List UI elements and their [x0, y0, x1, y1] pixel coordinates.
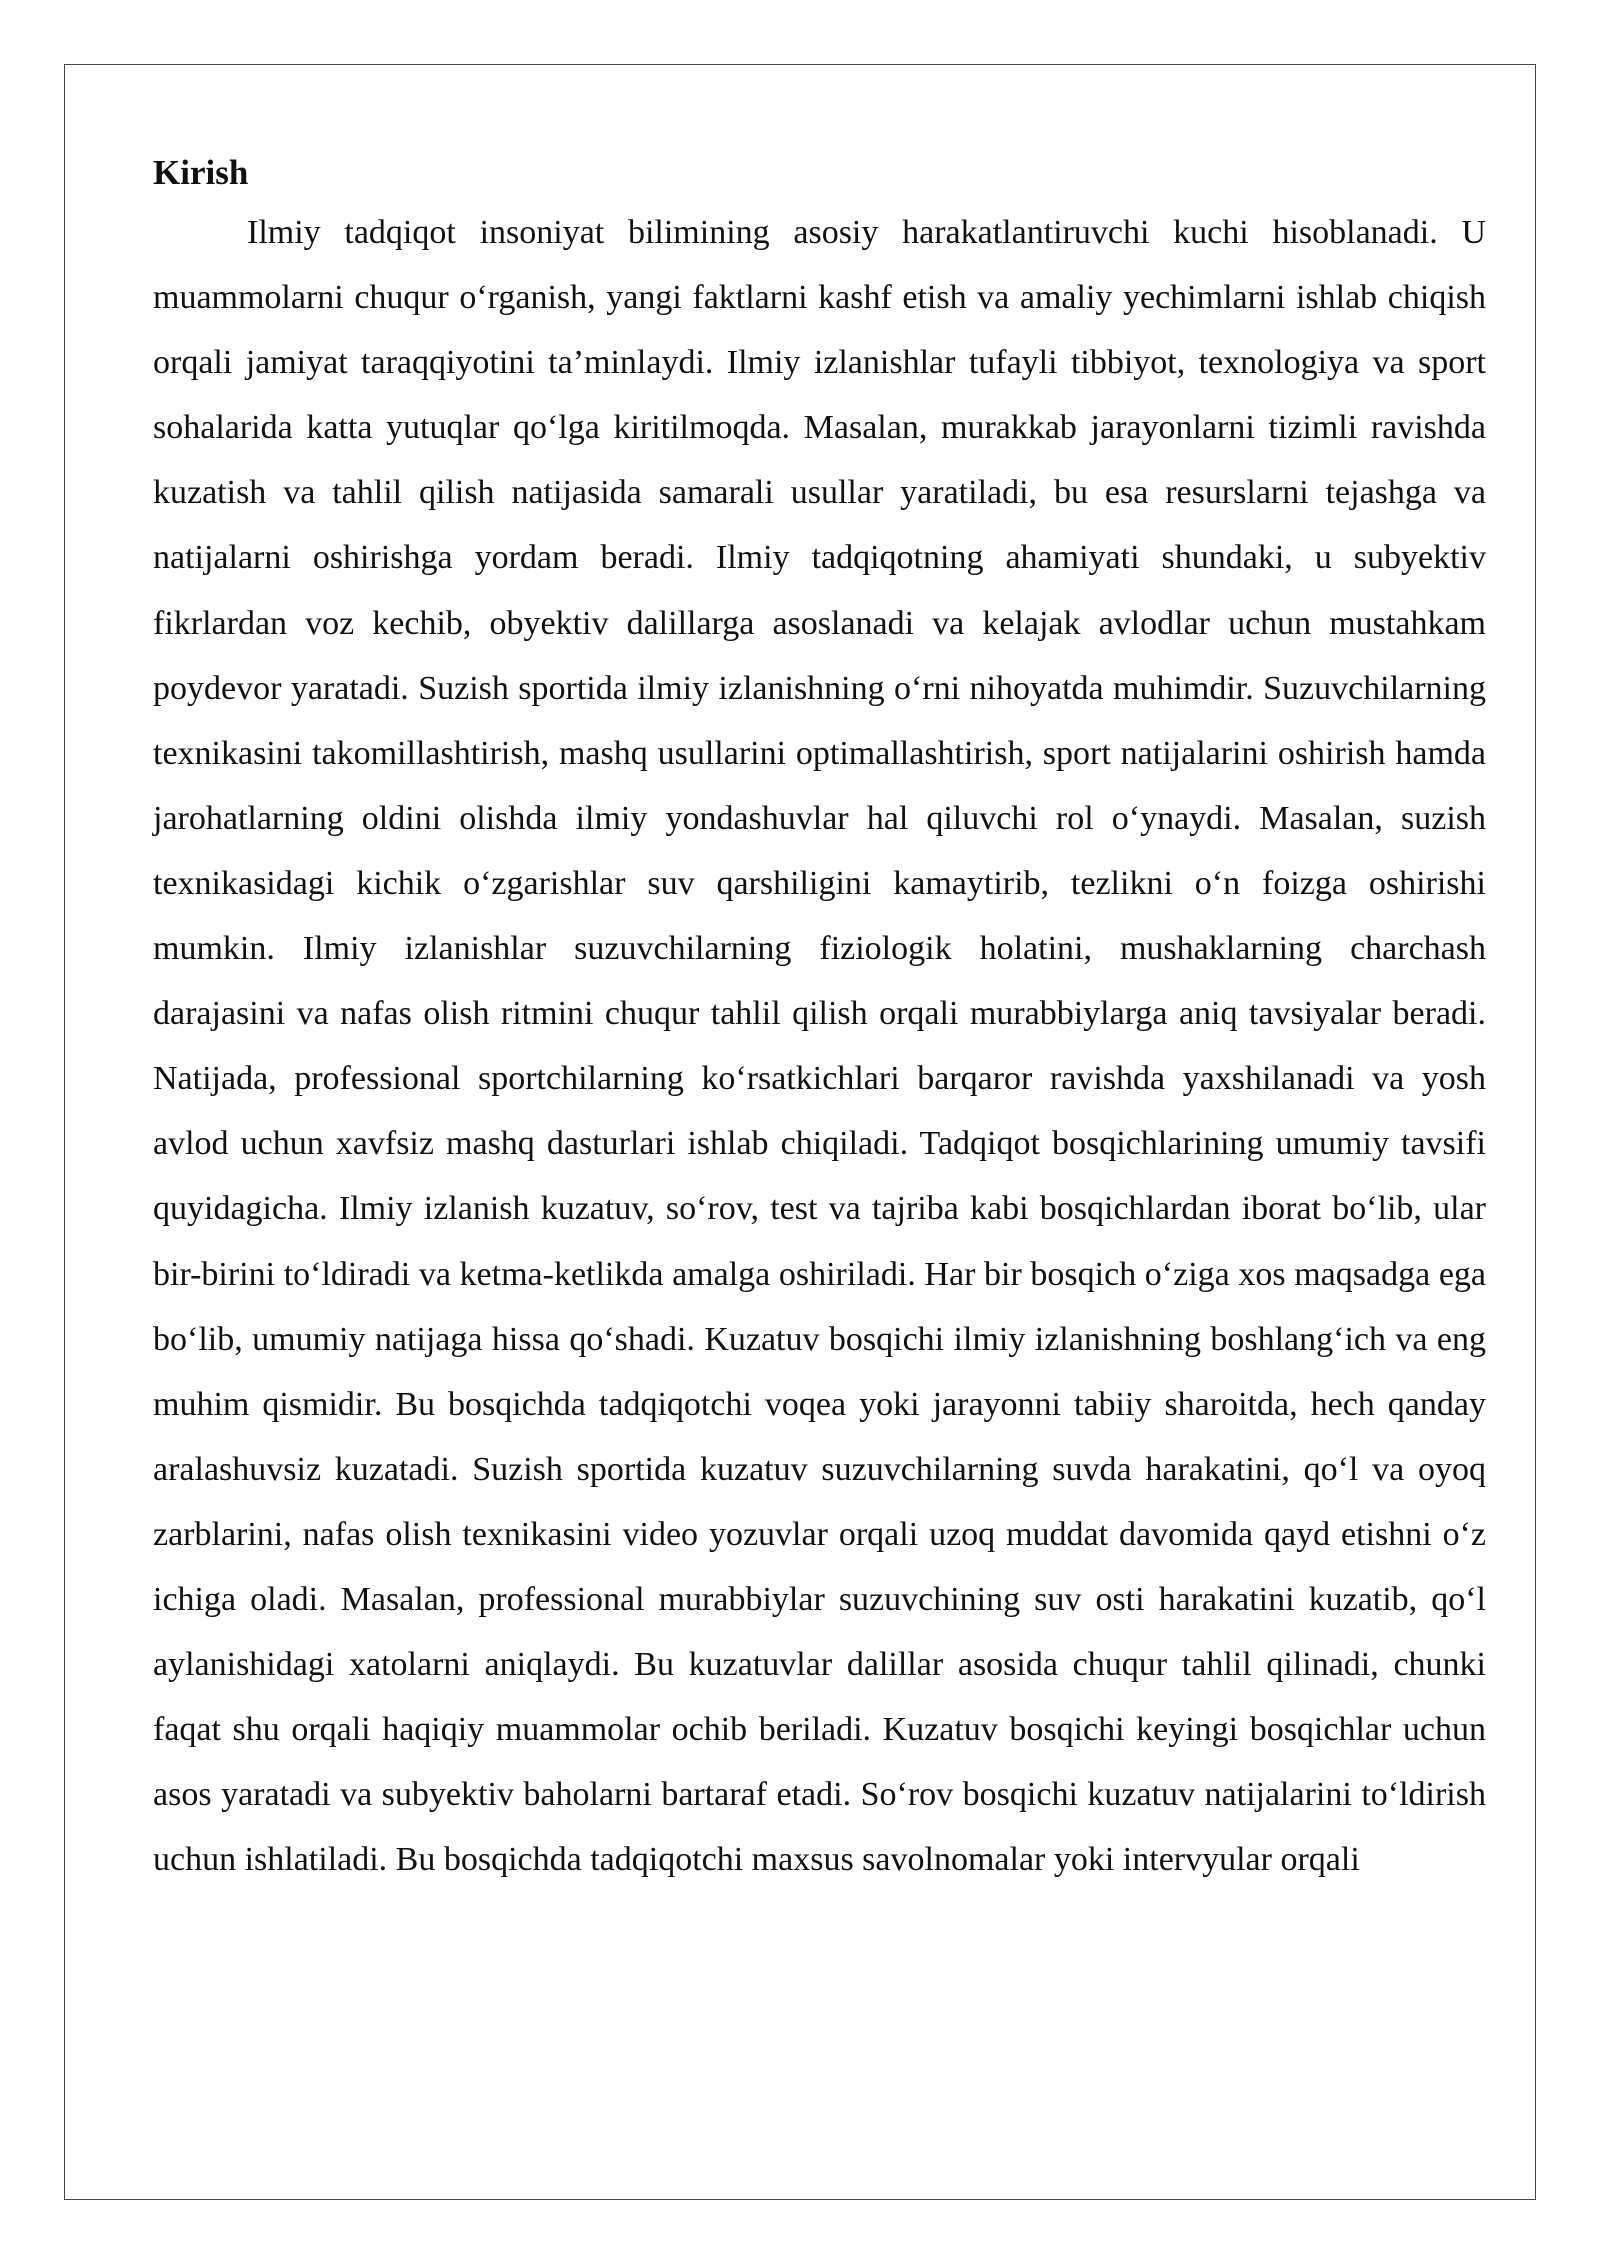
document-body	[153, 146, 1486, 1892]
body-paragraph: Ilmiy tadqiqot insoniyat bilimining asosiy harakatlantiruvchi kuchi hisoblanadi. U muammolarni chuqur o‘rganish, yangi faktlarni kashf etish va amaliy yechimlarni ishlab chiqish orqali jamiyat taraqqiyotini ta’minlaydi. Ilmiy izlanishlar tufayli tibbiyot, texnologiya va sport sohalarida katta yutuqlar qo‘lga kiritilmoqda. Masalan, murakkab jarayonlarni tizimli ravishda kuzatish va tahlil qilish natijasida samarali usullar yaratiladi, bu esa resurslarni tejashga va natijalarni oshirishga yordam beradi. Ilmiy tadqiqotning ahamiyati shundaki, u subyektiv fikrlardan voz kechib, obyektiv dalillarga asoslanadi va kelajak avlodlar uchun mustahkam poydevor yaratadi. Suzish sportida ilmiy izlanishning o‘rni nihoyatda muhimdir. Suzuvchilarning texnikasini takomillashtirish, mashq usullarini optimallashtirish, sport natijalarini oshirish hamda jarohatlarning oldini olishda ilmiy yondashuvlar hal qiluvchi rol o‘ynaydi. Masalan, suzish texnikasidagi kichik o‘zgarishlar suv qarshiligini kamaytirib, tezlikni o‘n foizga oshirishi mumkin. Ilmiy izlanishlar suzuvchilarning fiziologik holatini, mushaklarning charchash darajasini va nafas olish ritmini chuqur tahlil qilish orqali murabbiylarga aniq tavsiyalar beradi. Natijada, professional sportchilarning ko‘rsatkichlari barqaror ravishda yaxshilanadi va yosh avlod uchun xavfsiz mashq dasturlari ishlab chiqiladi. Tadqiqot bosqichlarining umumiy tavsifi quyidagicha. Ilmiy izlanish kuzatuv, so‘rov, test va tajriba kabi bosqichlardan iborat bo‘lib, ular bir-birini to‘ldiradi va ketma-ketlikda amalga oshiriladi. Har bir bosqich o‘ziga xos maqsadga ega bo‘lib, umumiy natijaga hissa qo‘shadi. Kuzatuv bosqichi ilmiy izlanishning boshlang‘ich va eng muhim qismidir. Bu bosqichda tadqiqotchi voqea yoki jarayonni tabiiy sharoitda, hech qanday aralashuvsiz kuzatadi. Suzish sportida kuzatuv suzuvchilarning suvda harakatini, qo‘l va oyoq zarblarini, nafas olish texnikasini video yozuvlar orqali uzoq muddat davomida qayd etishni o‘z ichiga oladi. Masalan, professional murabbiylar suzuvchining suv osti harakatini kuzatib, qo‘l aylanishidagi xatolarni aniqlaydi. Bu kuzatuvlar dalillar asosida chuqur tahlil qilinadi, chunki faqat shu orqali haqiqiy muammolar ochib beriladi. Kuzatuv bosqichi keyingi bosqichlar uchun asos yaratadi va subyektiv baholarni bartaraf etadi. So‘rov bosqichi kuzatuv natijalarini to‘ldirish uchun ishlatiladi. Bu bosqichda tadqiqotchi maxsus savolnomalar yoki intervyular orqali	[153, 214, 1486, 1879]
section-heading: Kirish	[153, 153, 249, 192]
